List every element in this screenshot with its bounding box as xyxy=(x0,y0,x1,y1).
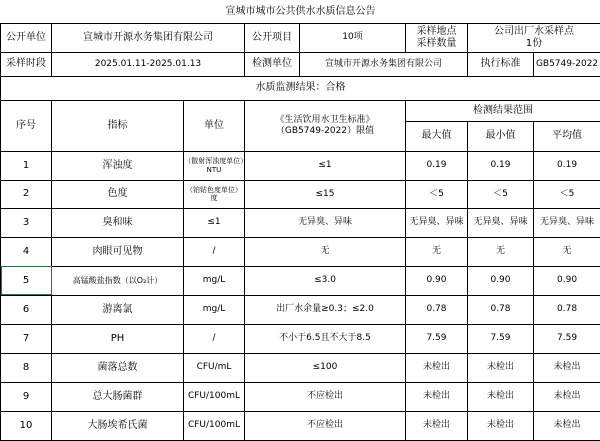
unit-value[interactable]: 宣城市开源水务集团有限公司 xyxy=(52,23,245,52)
row-limit[interactable]: 不应检出 xyxy=(245,382,406,411)
row-indicator[interactable]: 菌落总数 xyxy=(52,353,184,382)
header-max[interactable]: 最大值 xyxy=(406,121,468,151)
row-limit[interactable]: 无 xyxy=(245,237,406,266)
header-avg[interactable]: 平均值 xyxy=(534,121,600,151)
row-limit[interactable]: 出厂水余量≥0.3；≤2.0 xyxy=(245,295,406,324)
row-index[interactable]: 2 xyxy=(1,180,52,208)
row-indicator[interactable]: 色度 xyxy=(52,180,184,208)
row-limit[interactable]: ≤3.0 xyxy=(245,266,406,295)
table-row xyxy=(1,411,600,440)
table-row xyxy=(1,295,600,324)
row-limit[interactable]: 无异臭、异味 xyxy=(245,208,406,237)
standard-label[interactable]: 执行标准 xyxy=(468,52,534,76)
sample-count-label: 采样数量 xyxy=(406,38,467,50)
row-indicator[interactable]: PH xyxy=(52,324,184,353)
header-unit[interactable]: 单位 xyxy=(184,100,245,151)
row-unit[interactable]: / xyxy=(184,324,245,353)
row-avg[interactable]: 未检出 xyxy=(534,411,600,440)
row-indicator[interactable]: 总大肠菌群 xyxy=(52,382,184,411)
item-label[interactable]: 公开项目 xyxy=(245,23,300,52)
row-avg[interactable]: 0.78 xyxy=(534,295,600,324)
row-max[interactable]: 未检出 xyxy=(406,411,468,440)
row-indicator[interactable]: 游离氯 xyxy=(52,295,184,324)
row-limit[interactable]: 不应检出 xyxy=(245,411,406,440)
row-avg[interactable]: 0.90 xyxy=(534,266,600,295)
table-row xyxy=(1,180,600,208)
row-unit[interactable]: mg/L xyxy=(184,266,245,295)
row-min[interactable]: 未检出 xyxy=(468,353,534,382)
header-index[interactable]: 序号 xyxy=(1,100,52,151)
row-min[interactable]: 0.90 xyxy=(468,266,534,295)
test-unit-label[interactable]: 检测单位 xyxy=(245,52,300,76)
row-index[interactable]: 7 xyxy=(1,324,52,353)
page-title[interactable]: 宣城市城市公共供水水质信息公告 xyxy=(1,0,600,23)
sample-label[interactable] xyxy=(406,23,468,52)
row-index[interactable]: 3 xyxy=(1,208,52,237)
table-row xyxy=(1,324,600,353)
row-max[interactable]: 7.59 xyxy=(406,324,468,353)
row-avg[interactable]: 未检出 xyxy=(534,353,600,382)
row-avg[interactable]: 无异臭、异味 xyxy=(534,208,600,237)
sample-count-value: 1份 xyxy=(468,38,600,50)
item-value[interactable]: 10项 xyxy=(300,23,406,52)
row-avg[interactable]: 7.59 xyxy=(534,324,600,353)
row-indicator[interactable]: 肉眼可见物 xyxy=(52,237,184,266)
table-row xyxy=(1,266,600,295)
table-row xyxy=(1,237,600,266)
row-max[interactable]: 0.90 xyxy=(406,266,468,295)
row-index[interactable]: 5 xyxy=(1,266,52,295)
period-label[interactable]: 采样时段 xyxy=(1,52,52,76)
sample-point-value: 公司出厂水采样点 xyxy=(468,26,600,38)
row-limit[interactable]: 不小于6.5且不大于8.5 xyxy=(245,324,406,353)
table-row xyxy=(1,151,600,180)
period-value[interactable]: 2025.01.11-2025.01.13 xyxy=(52,52,245,76)
row-avg[interactable]: 无 xyxy=(534,237,600,266)
sample-value[interactable] xyxy=(468,23,600,52)
table-row xyxy=(1,353,600,382)
row-indicator[interactable]: 浑浊度 xyxy=(52,151,184,180)
row-min[interactable]: 0.19 xyxy=(468,151,534,180)
row-index[interactable]: 10 xyxy=(1,411,52,440)
row-index[interactable]: 4 xyxy=(1,237,52,266)
row-unit[interactable]: （散射浑浊度单位）NTU xyxy=(184,151,245,180)
row-max[interactable]: 无 xyxy=(406,237,468,266)
row-max[interactable]: ＜5 xyxy=(406,180,468,208)
sample-point-label: 采样地点 xyxy=(406,26,467,38)
row-index[interactable]: 9 xyxy=(1,382,52,411)
row-index[interactable]: 1 xyxy=(1,151,52,180)
header-range[interactable]: 检测结果范围 xyxy=(406,100,600,121)
row-max[interactable]: 未检出 xyxy=(406,382,468,411)
row-max[interactable]: 无异臭、异味 xyxy=(406,208,468,237)
row-unit[interactable]: / xyxy=(184,237,245,266)
header-limit-line2: （GB5749-2022）限值 xyxy=(245,126,405,136)
header-limit-line1: 《生活饮用水卫生标准》 xyxy=(245,115,405,125)
table-body xyxy=(1,151,600,440)
row-min[interactable]: ＜5 xyxy=(468,180,534,208)
row-avg[interactable]: ＜5 xyxy=(534,180,600,208)
row-max[interactable]: 未检出 xyxy=(406,353,468,382)
row-min[interactable]: 7.59 xyxy=(468,324,534,353)
standard-value[interactable]: GB5749-2022 xyxy=(534,52,600,76)
row-avg[interactable]: 未检出 xyxy=(534,382,600,411)
row-unit[interactable]: mg/L xyxy=(184,295,245,324)
row-min[interactable]: 未检出 xyxy=(468,411,534,440)
row-unit[interactable]: CFU/100mL xyxy=(184,411,245,440)
header-limit[interactable] xyxy=(245,100,406,151)
row-indicator[interactable]: 大肠埃希氏菌 xyxy=(52,411,184,440)
row-unit[interactable]: CFU/mL xyxy=(184,353,245,382)
row-index[interactable]: 8 xyxy=(1,353,52,382)
row-index[interactable]: 6 xyxy=(1,295,52,324)
table-row xyxy=(1,382,600,411)
header-min[interactable]: 最小值 xyxy=(468,121,534,151)
row-limit[interactable]: ≤1 xyxy=(245,151,406,180)
row-unit[interactable]: CFU/100mL xyxy=(184,382,245,411)
unit-label[interactable]: 公开单位 xyxy=(1,23,52,52)
row-limit[interactable]: ≤100 xyxy=(245,353,406,382)
header-indicator[interactable]: 指标 xyxy=(52,100,184,151)
row-limit[interactable]: ≤15 xyxy=(245,180,406,208)
row-min[interactable]: 无异臭、异味 xyxy=(468,208,534,237)
row-max[interactable]: 0.78 xyxy=(406,295,468,324)
row-min[interactable]: 0.78 xyxy=(468,295,534,324)
row-indicator[interactable]: 高锰酸盐指数（以O₂计） xyxy=(52,266,184,295)
row-avg[interactable]: 0.19 xyxy=(534,151,600,180)
result-line[interactable]: 水质监测结果：合格 xyxy=(1,76,600,100)
row-min[interactable]: 无 xyxy=(468,237,534,266)
table-row xyxy=(1,208,600,237)
row-unit[interactable]: （铂钴色度单位）度 xyxy=(184,180,245,208)
row-unit[interactable]: ≤1 xyxy=(184,208,245,237)
test-unit-value[interactable]: 宣城市开源水务集团有限公司 xyxy=(300,52,468,76)
row-min[interactable]: 未检出 xyxy=(468,382,534,411)
row-indicator[interactable]: 臭和味 xyxy=(52,208,184,237)
row-max[interactable]: 0.19 xyxy=(406,151,468,180)
